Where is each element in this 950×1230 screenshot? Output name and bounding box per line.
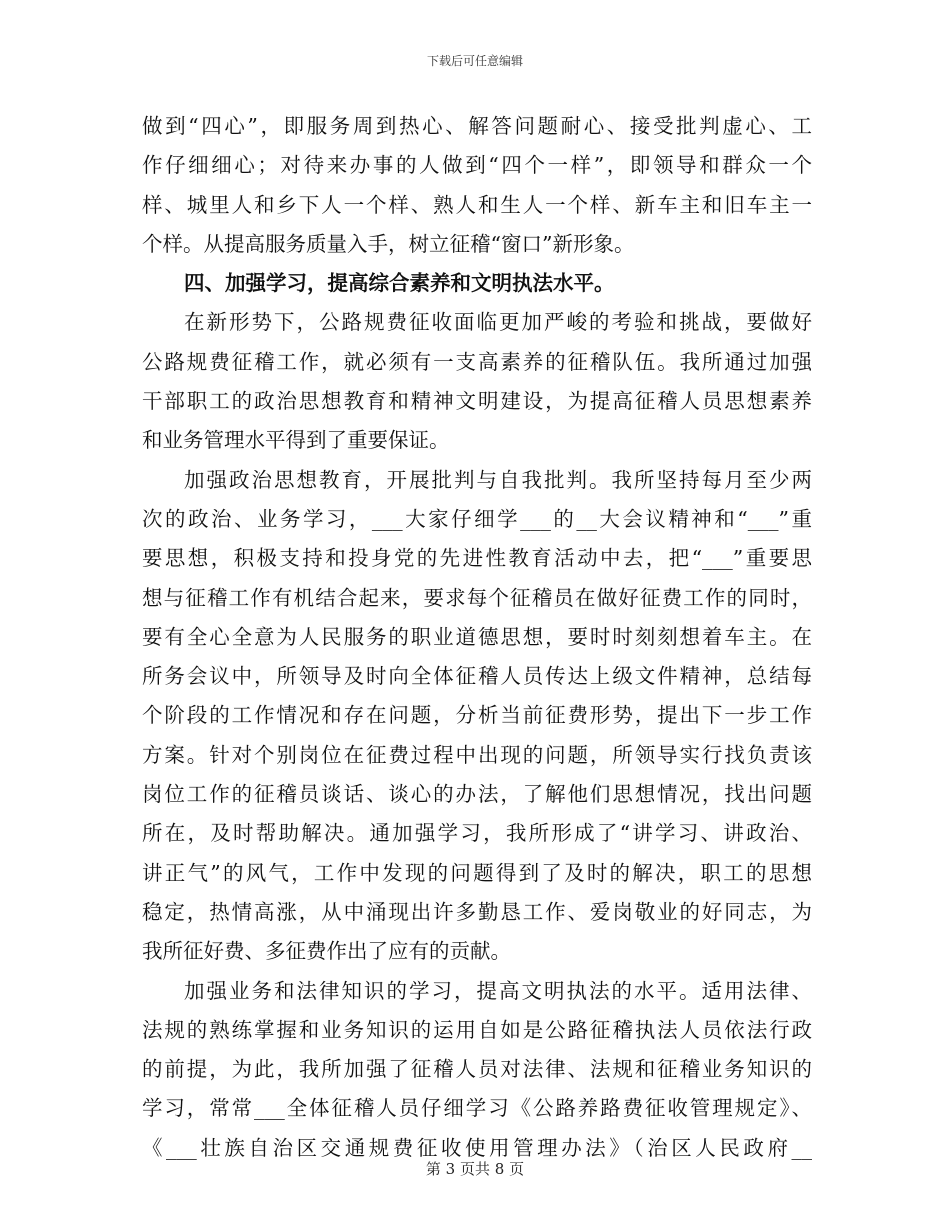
text-line: 讲正气”的风气，工作中发现的问题得到了及时的解决，职工的思想 [142,860,812,885]
text-line: 样、城里人和乡下人一个样、熟人和生人一个样、新车主和旧车主一 [142,192,812,217]
text-line: 公路规费征稽工作，就必须有一支高素养的征稽队伍。我所通过加强 [142,349,812,374]
document-body [142,111,812,1172]
text-line: 个样。从提高服务质量入手，树立征稽“窗口”新形象。 [142,231,635,256]
text-line: 干部职工的政治思想教育和精神文明建设，为提高征稽人员思想素养 [142,389,812,414]
text-line: 要有全心全意为人民服务的职业道德思想，要时时刻刻想着车主。在 [142,624,812,649]
text-line: 稳定，热情高涨，从中涌现出许多勤恳工作、爱岗敬业的好同志，为 [142,899,812,924]
text-line: 想与征稽工作有机结合起来，要求每个征稽员在做好征费工作的同时， [142,585,812,610]
page-number: 第 3 页共 8 页 [425,1160,525,1178]
text-line: 法规的熟练掌握和业务知识的运用自如是公路征稽执法人员依法行政 [142,1017,812,1042]
text-line: 岗位工作的征稽员谈话、谈心的办法，了解他们思想情况，找出问题 [142,782,812,807]
text-line: 做到“四心”，即服务周到热心、解答问题耐心、接受批判虚心、工 [142,114,812,138]
text-line: 所在，及时帮助解决。通加强学习，我所形成了“讲学习、讲政治、 [142,821,812,846]
text-line: 个阶段的工作情况和存在问题，分析当前征费形势，提出下一步工作 [142,703,812,728]
text-line: 我所征好费、多征费作出了应有的贡献。 [142,939,511,964]
text-line: 的前提，为此，我所加强了征稽人员对法律、法规和征稽业务知识的 [142,1057,812,1082]
text-line: 次的政治、业务学习，___大家仔细学___的__大会议精神和“___”重 [142,506,812,531]
text-line: 加强政治思想教育，开展批判与自我批判。我所坚持每月至少两 [184,467,812,492]
text-line: 要思想，积极支持和投身党的先进性教育活动中去，把“___”重要思 [142,546,812,571]
text-line: 方案。针对个别岗位在征费过程中出现的问题，所领导实行找负责该 [142,742,812,767]
text-line: 加强业务和法律知识的学习，提高文明执法的水平。适用法律、 [184,978,812,1003]
text-line: 所务会议中，所领导及时向全体征稽人员传达上级文件精神，总结每 [142,664,812,689]
text-line: 作仔细细心；对待来办事的人做到“四个一样”，即领导和群众一个 [142,153,812,178]
page-header: 下载后可任意编辑 [426,54,523,68]
section-heading: 四、加强学习，提高综合素养和文明执法水平。 [184,271,615,296]
text-line: 和业务管理水平得到了重要保证。 [142,428,450,453]
text-line: 《___壮族自治区交通规费征收使用管理办法》（治区人民政府__ [142,1135,812,1160]
text-line: 学习，常常___全体征稽人员仔细学习《公路养路费征收管理规定》、 [142,1096,812,1121]
text-line: 在新形势下，公路规费征收面临更加严峻的考验和挑战，要做好 [184,310,812,335]
